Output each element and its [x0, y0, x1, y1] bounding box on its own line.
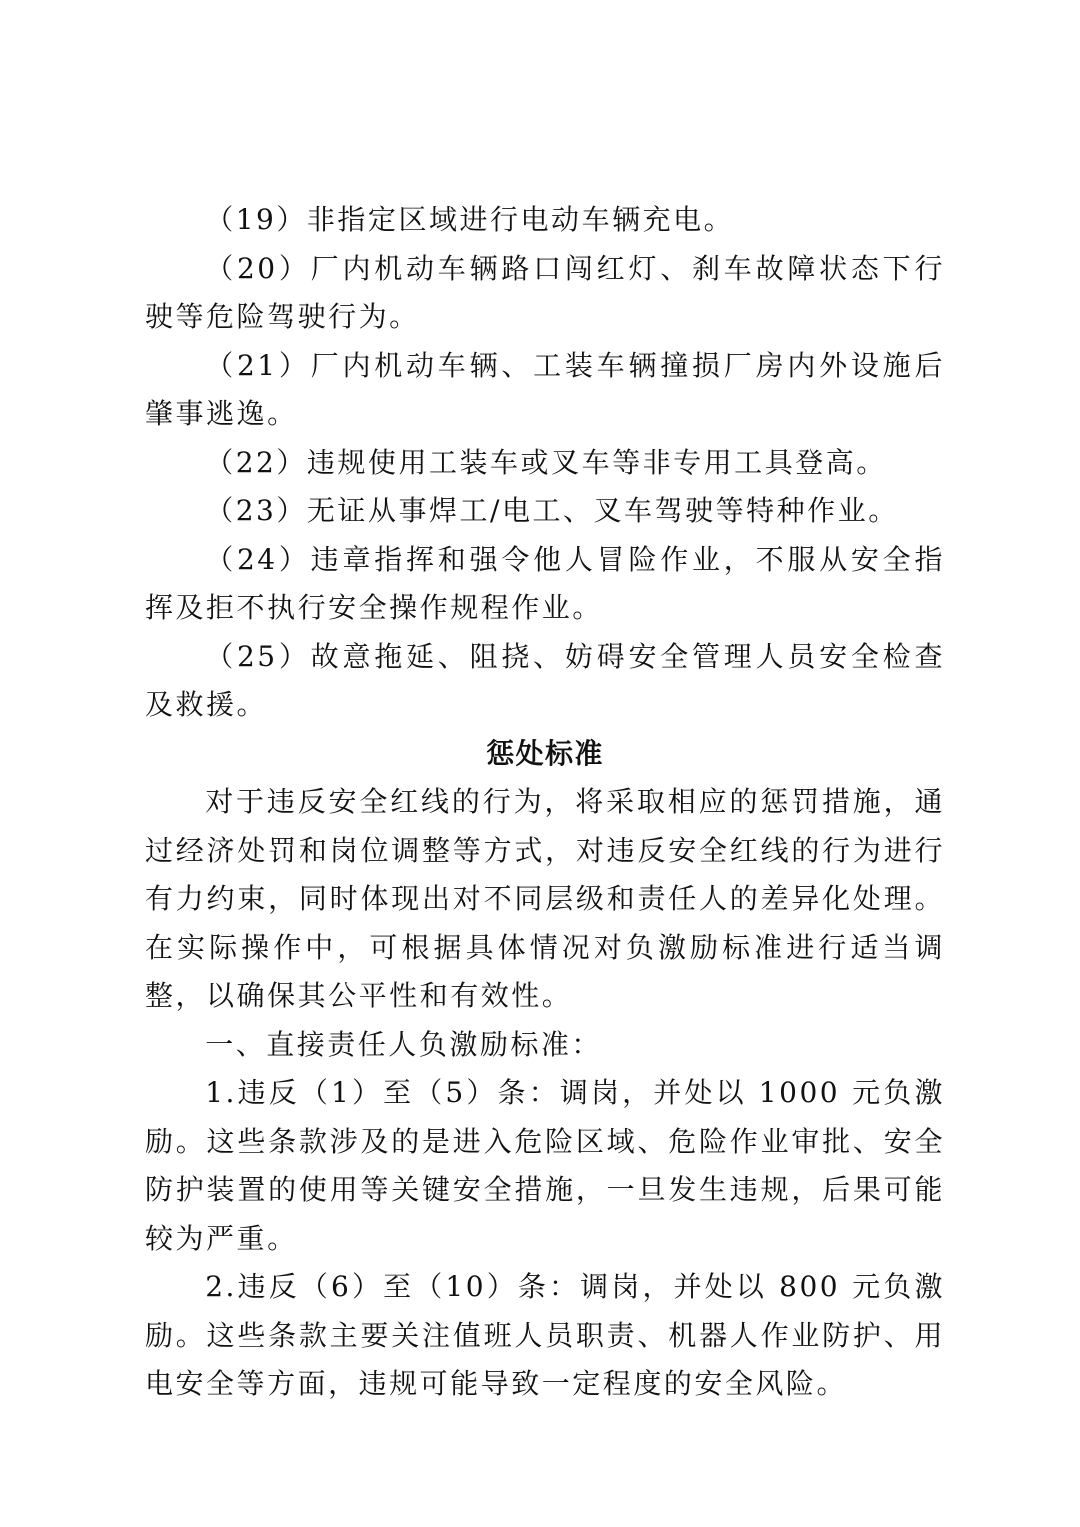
subheading-direct-responsibility: 一、直接责任人负激励标准：	[205, 1027, 602, 1061]
intro-paragraph: 对于违反安全红线的行为，将采取相应的惩罚措施，通过经济处罚和岗位调整等方式，对违反安全红线的行为进行有力约束，同时体现出对不同层级和责任人的差异化处理。在实际操作中，可根据具体情况对负激励标准进行适当调整，以确保其公平性和有效性。	[145, 785, 945, 1012]
document-page	[145, 196, 945, 1409]
rule-6-to-10: 2.违反（6）至（10）条：调岗，并处以 800 元负激励。这些条款主要关注值班人员职责、机器人作业防护、用电安全等方面，违规可能导致一定程度的安全风险。	[145, 1270, 945, 1400]
rule-1-to-5: 1.违反（1）至（5）条：调岗，并处以 1000 元负激励。这些条款涉及的是进入危险区域、危险作业审批、安全防护装置的使用等关键安全措施，一旦发生违规，后果可能较为严重。	[145, 1076, 945, 1255]
list-item-20: （20）厂内机动车辆路口闯红灯、刹车故障状态下行驶等危险驾驶行为。	[145, 251, 945, 333]
list-item-22: （22）违规使用工装车或叉车等非专用工具登高。	[205, 445, 887, 479]
list-item-25: （25）故意拖延、阻挠、妨碍安全管理人员安全检查及救援。	[145, 639, 945, 721]
list-item-21: （21）厂内机动车辆、工装车辆撞损厂房内外设施后肇事逃逸。	[145, 348, 945, 430]
list-item-24: （24）违章指挥和强令他人冒险作业，不服从安全指挥及拒不执行安全操作规程作业。	[145, 542, 945, 624]
section-heading: 惩处标准	[486, 736, 604, 770]
list-item-19: （19）非指定区域进行电动车辆充电。	[205, 203, 735, 236]
list-item-23: （23）无证从事焊工/电工、叉车驾驶等特种作业。	[205, 494, 899, 527]
